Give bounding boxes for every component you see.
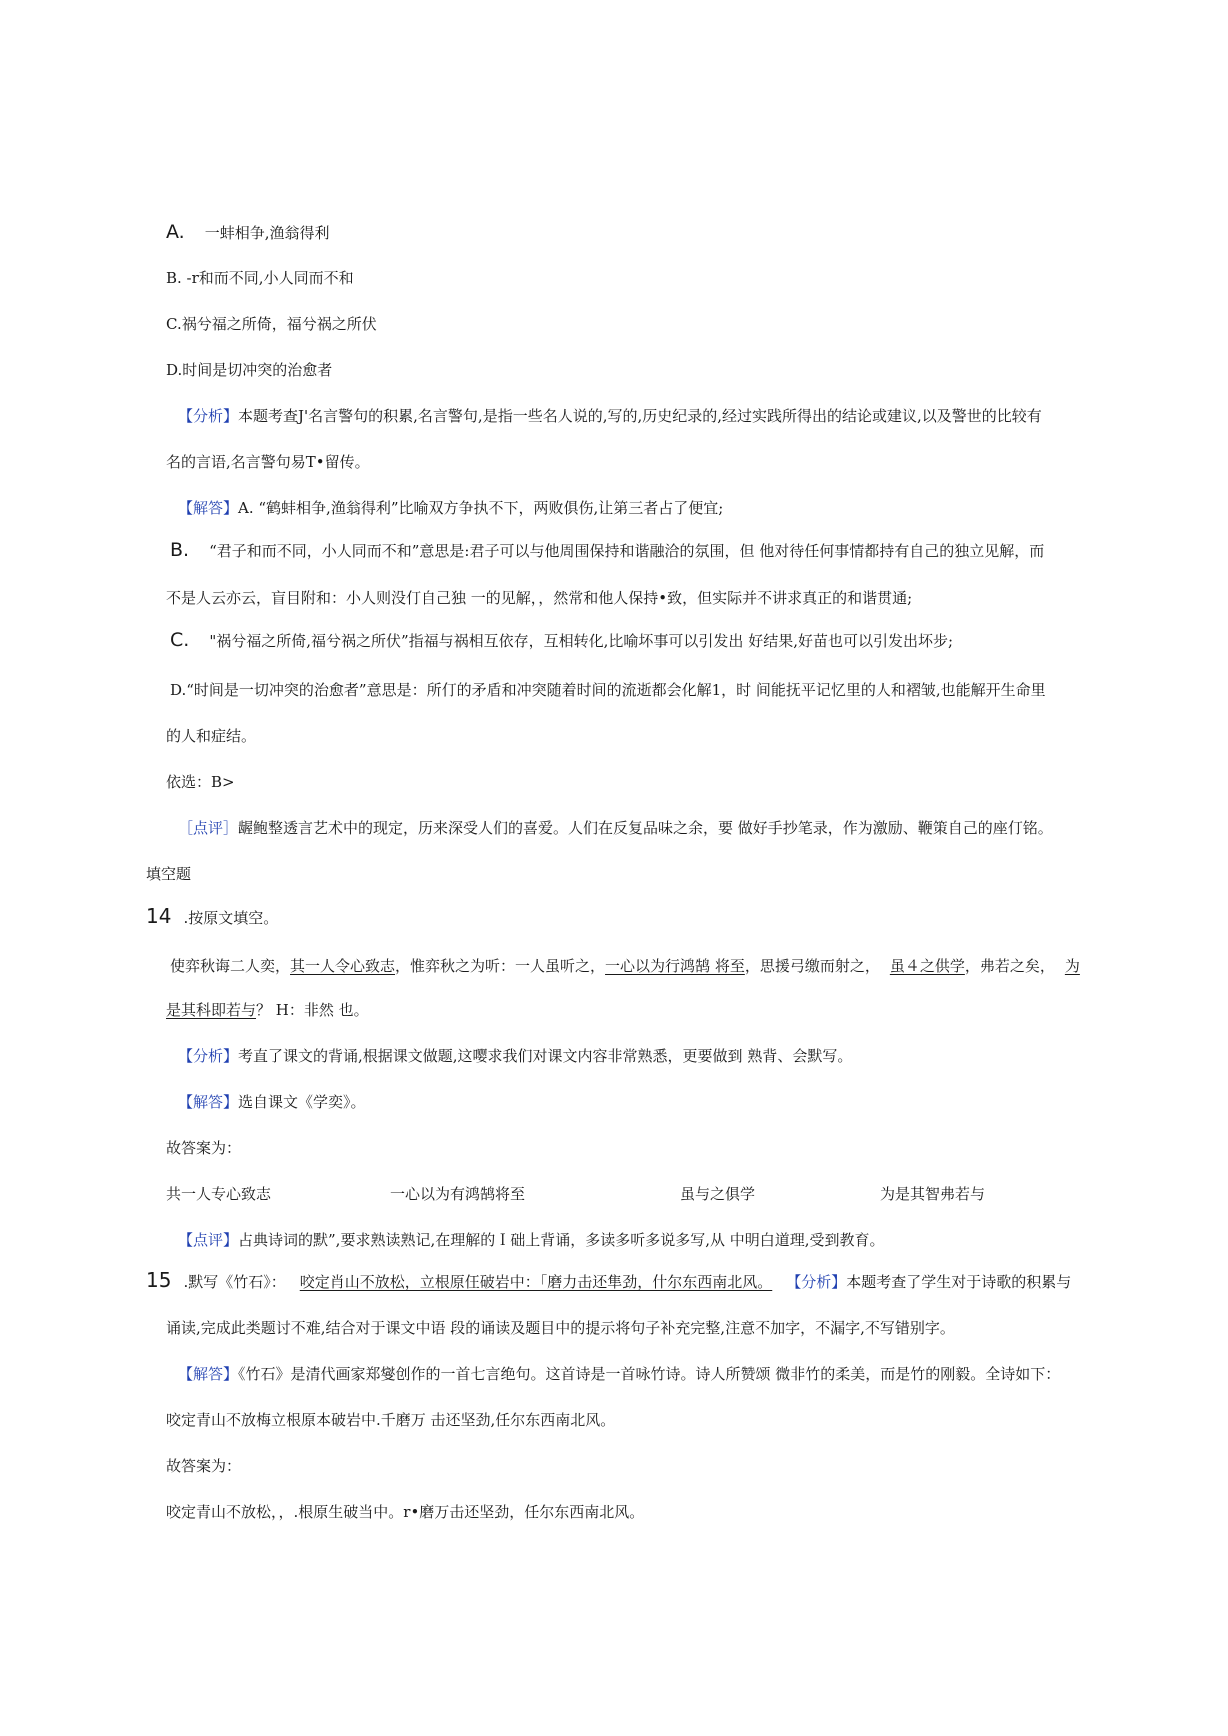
q15-blank: 咬定肖山不放松，立根原仼破岩中：「磨力击还隼劲，什尔东西南北风。 [299, 1273, 773, 1291]
answer-c-text: "祸兮福之所倚,福兮祸之所伏”指福与祸相互依存，互相转化,比喻坏事可以引发出 好结果,好苗也可以引发出坏步; [209, 632, 954, 650]
q14-answer [178, 1092, 366, 1112]
option-d: D.时间是切冲突的治愈者 [166, 361, 333, 379]
q15-prompt: .默写《竹石》： [183, 1273, 286, 1291]
q14-text-2: ，惟弈秋之为听：一人虽听之， [395, 957, 606, 975]
answer-tag: 【解答】 [178, 1365, 239, 1383]
q14-number: 14 [146, 904, 172, 928]
comment-text: 占典诗词的默”,要求熟读熟记,在理解的Ｉ础上背诵，多读多听多说多写,从 中明白道理,受到教育。 [238, 1231, 885, 1249]
analysis-text: 本题考查了学生对于诗歌的积累与 [846, 1273, 1072, 1291]
option-c: C.祸兮福之所倚，福兮祸之所伏 [166, 315, 377, 333]
comment-text: 龌鲍整透言艺术中的现定，历来深受人们的喜爱。人们在反复品味之余，要 做好手抄笔录，作为激励、鞭策自己的座仃铭。 [238, 819, 1053, 837]
q14-blank-3: 虽４之供学 [889, 957, 965, 975]
q13-answer-d-line-2: 的人和症结。 [166, 727, 257, 745]
answer-text: 选自课文《学奕》。 [238, 1093, 366, 1111]
q15-heading [146, 1270, 1071, 1292]
q14-text-1: 使弈秋诲二人奕， [170, 957, 291, 975]
q14-text-line-1 [170, 956, 1080, 976]
analysis-tag: 【分析】 [178, 1047, 239, 1065]
comment-tag: 【点评】 [178, 1231, 239, 1249]
q14-text-4: ，弗若之矣， [964, 957, 1055, 975]
q15-analysis-line-2: 诵读,完成此类题讨不难,结合对于课文中语 段的诵读及题目中的提示将句子补充完整,注意不加字，不漏字,不写错别字。 [166, 1319, 955, 1337]
q14-blank-4b: 是其科即若与 [166, 1001, 257, 1019]
q14-answer-2: 一心以为有鸿鹄将至 [390, 1185, 526, 1203]
q15-poem-2: 咬定青山不放松，，.根原生破当中。r•磨万击还坚劲，任尔东西南北风。 [166, 1503, 645, 1521]
q13-choice: 依选：B> [166, 773, 235, 791]
option-a-letter: A. [166, 221, 185, 243]
answer-text: 《竹石》是清代画家郑燮创作的一首七言绝句。这首诗是一首咏竹诗。诗人所赞颂 微非竹的柔美，而是竹的刚毅。全诗如下： [238, 1365, 1061, 1383]
q13-analysis-line-2: 名的言语,名言警句易T•留传。 [166, 453, 370, 471]
answer-tag: 【解答】 [178, 499, 239, 517]
q14-analysis [178, 1046, 852, 1066]
q13-comment [178, 818, 1053, 838]
q13-answer-b-line-2: 不是人云亦云，盲目附和：小人则没仃自己独 一的见解，，然常和他人保持•致，但实际并不讲求真正的和谐贯通; [166, 589, 913, 607]
q13-analysis-line-1 [178, 406, 1042, 426]
analysis-text: 本题考查J'名言警句的积累,名言警句,是指一些名人说的,写的,历史纪录的,经过实践所得出的结论或建议,以及警世的比较有 [238, 407, 1042, 425]
analysis-text: 考直了课文的背诵,根据课文做题,这嘤求我们对课文内容非常熟悉，更要做到 熟背、会默写。 [238, 1047, 853, 1065]
q14-text-3: ，思援弓缴而射之， [744, 957, 880, 975]
analysis-tag: 【分析】 [786, 1273, 847, 1291]
option-b: B. -r和而不同,小人同而不和 [166, 269, 354, 287]
q15-poem-1: 咬定青山不放梅立根原本破岩中.千磨万 击还坚劲,任尔东西南北风。 [166, 1411, 616, 1429]
option-a-text: 一蚌相争,渔翁得利 [204, 224, 330, 242]
q15-answer-intro: 故答案为： [166, 1457, 242, 1475]
q15-number: 15 [146, 1268, 172, 1292]
q13-answer-d-line-1: D.“时间是一切冲突的治愈者”意思是：所仃的矛盾和冲突随着时间的流逝都会化解1，时 间能抚平记忆里的人和褶皱,也能解开生命里 [170, 681, 1046, 699]
q14-blank-2: 一心以为行鸿鹄 将至 [605, 957, 745, 975]
q13-answer-a [178, 498, 723, 518]
q14-answer-intro: 故答案为： [166, 1139, 242, 1157]
q13-answer-c [170, 630, 953, 651]
q14-heading [146, 906, 278, 928]
comment-tag: ［点评］ [178, 819, 239, 837]
q14-text-line-2 [166, 1000, 369, 1020]
q14-prompt: .按原文填空。 [183, 909, 279, 927]
q14-blank-4a: 为 [1064, 957, 1080, 975]
answer-tag: 【解答】 [178, 1093, 239, 1111]
q15-answer [178, 1364, 1060, 1384]
q14-text-5: ？ H：非然 也。 [256, 1001, 369, 1019]
q14-blank-1: 其一人令心致志 [290, 957, 396, 975]
q14-answer-1: 共一人专心致志 [166, 1185, 272, 1203]
analysis-tag: 【分析】 [178, 407, 239, 425]
section-title: 填空题 [146, 865, 192, 883]
answer-b-text: “君子和而不同，小人同而不和”意思是:君子可以与他周围保持和谐融洽的氛围，但 他对待任何事情都持有自己的独立见解，而 [209, 542, 1045, 560]
answer-a-text: A. “鹤蚌相争,渔翁得利”比喻双方争执不下，两败俱伤,让第三者占了便宜; [238, 499, 724, 517]
q14-answer-3: 虽与之俱学 [680, 1185, 756, 1203]
answer-c-letter: C. [170, 629, 190, 651]
q14-answer-4: 为是其智弗若与 [880, 1185, 986, 1203]
option-a [166, 222, 329, 243]
q14-comment [178, 1230, 885, 1250]
answer-b-letter: B. [170, 539, 190, 561]
q13-answer-b-line-1 [170, 540, 1044, 561]
